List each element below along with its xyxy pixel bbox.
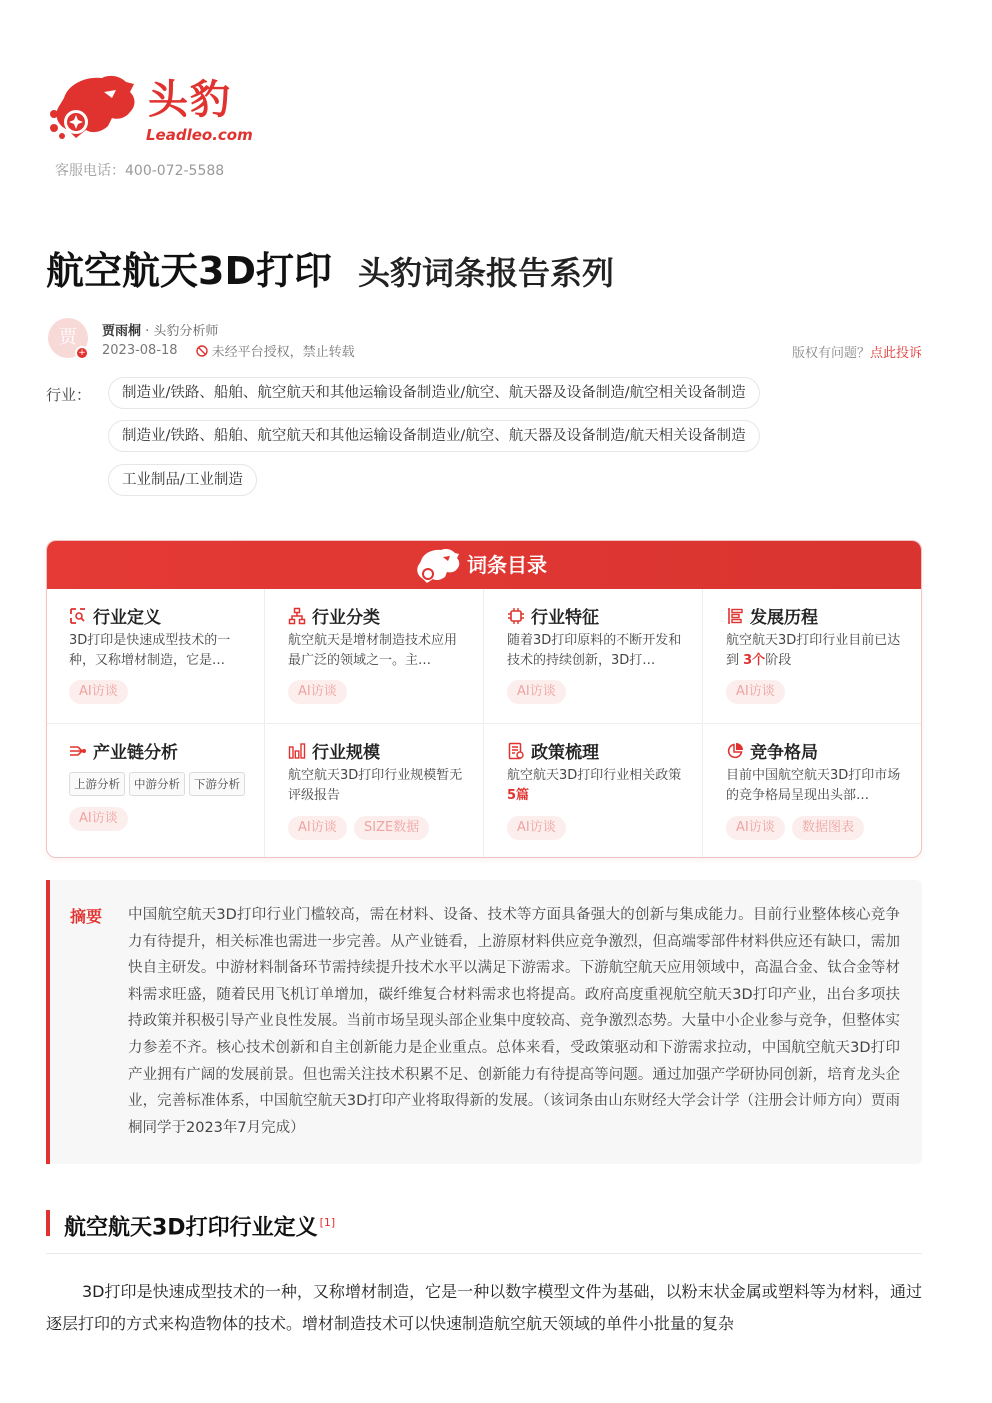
pie-chart-icon [726, 742, 744, 760]
hierarchy-icon [288, 607, 306, 625]
search-doc-icon [69, 607, 87, 625]
ai-interview-pill[interactable]: AI访谈 [726, 816, 785, 840]
policy-count: 5篇 [507, 788, 530, 803]
data-chart-pill[interactable]: 数据图表 [792, 816, 864, 840]
directory-cell-competition[interactable] [704, 724, 922, 858]
title-sub: 头豹词条报告系列 [357, 254, 614, 292]
directory-cell-history[interactable] [704, 589, 922, 724]
section-title-text: 航空航天3D打印行业定义 [64, 1215, 318, 1241]
cell-text-pre: 航空航天3D打印行业相关政策 [507, 768, 682, 783]
author-name[interactable]: 贾雨桐 [102, 324, 142, 339]
brand-logo [46, 70, 253, 150]
abstract-text: 中国航空航天3D打印行业门槛较高，需在材料、设备、技术等方面具备强大的创新与集成能力。目前行业整体核心竞争力有待提升，相关标准也需进一步完善。从产业链看，上游原材料供应竞争激烈，但高端零部件材料供应还有缺口，需加快自主研发。中游材料制备环节需持续提升技术水平以满足下游需求。下游航空航天应用领域中，高温合金、钛合金等材料需求旺盛，随着民用飞机订单增加，碳纤维复合材料需求也将提高。政府高度重视航空航天3D打印产业，出台多项扶持政策并积极引导产业良性发展。当前市场呈现头部企业集中度较高、竞争激烈态势。大量中小企业参与竞争，但整体实力参差不齐。核心技术创新和自主创新能力是企业重点。总体来看，受政策驱动和下游需求拉动，中国航空航天3D打印产业拥有广阔的发展前景。但也需关注技术积累不足、创新能力有待提高等问题。通过加强产学研协同创新，培育龙头企业，完善标准体系，中国航空航天3D打印产业将取得新的发展。（该词条由山东财经大学会计学（注册会计师方向）贾雨桐同学于2023年7月完成） [128, 907, 900, 1136]
cell-text: 目前中国航空航天3D打印市场的竞争格局呈现出头部… [726, 768, 901, 803]
leopard-logo-icon [46, 70, 142, 150]
author-avatar: 贾 [48, 318, 88, 358]
ai-interview-pill[interactable]: AI访谈 [69, 680, 128, 704]
directory-cell-classification[interactable] [266, 589, 484, 724]
policy-doc-icon [507, 742, 525, 760]
cell-title: 行业规模 [312, 743, 380, 763]
downstream-chip[interactable]: 下游分析 [189, 772, 245, 796]
ai-interview-pill[interactable]: AI访谈 [288, 680, 347, 704]
cell-title: 政策梳理 [531, 743, 599, 763]
cell-text-pre: 航空航天3D打印行业目前已达到 [726, 633, 901, 668]
directory-cell-policy[interactable] [485, 724, 703, 858]
ai-interview-pill[interactable]: AI访谈 [288, 816, 347, 840]
bar-chart-icon [288, 742, 306, 760]
brand-name-cn: 头豹 [148, 77, 232, 123]
stage-count: 3个 [743, 653, 766, 668]
meta-line [102, 341, 355, 360]
ai-interview-pill[interactable]: AI访谈 [69, 807, 128, 831]
cell-text: 3D打印是快速成型技术的一种，又称增材制造，它是… [69, 633, 231, 668]
publish-date: 2023-08-18 [102, 343, 178, 358]
copyright-label: 版权有问题？ [791, 346, 870, 361]
industry-tag[interactable]: 制造业/铁路、船舶、航空航天和其他运输设备制造业/航空、航天器及设备制造/航天相关设备制造 [108, 420, 760, 452]
cell-title-wrap [288, 603, 380, 628]
industry-tag[interactable]: 制造业/铁路、船舶、航空航天和其他运输设备制造业/航空、航天器及设备制造/航空相关设备制造 [108, 377, 760, 409]
midstream-chip[interactable]: 中游分析 [129, 772, 185, 796]
author-line [102, 320, 218, 339]
abstract-label: 摘要 [70, 907, 103, 926]
section-accent-bar [46, 1210, 50, 1236]
chip-icon [507, 607, 525, 625]
cell-title-wrap [726, 603, 818, 628]
industry-tag[interactable]: 工业制品/工业制造 [108, 464, 257, 496]
cell-text [726, 631, 906, 671]
copyright-question [792, 342, 922, 361]
cell-title-wrap [69, 603, 161, 628]
directory-cell-chain[interactable] [47, 724, 265, 858]
section-divider [46, 1253, 922, 1254]
upstream-chip[interactable]: 上游分析 [69, 772, 125, 796]
cell-title-wrap [288, 738, 380, 763]
cell-text: 航空航天3D打印行业规模暂无评级报告 [288, 768, 463, 803]
chain-icon [69, 742, 87, 760]
complaint-link[interactable]: 点此投诉 [869, 346, 922, 361]
directory-header [47, 541, 921, 589]
cell-text: 航空航天是增材制造技术应用最广泛的领域之一。主… [288, 633, 458, 668]
cell-text-post: 阶段 [765, 653, 792, 668]
abstract-box [46, 880, 922, 1164]
cell-title: 行业定义 [93, 608, 161, 628]
directory-title: 词条目录 [467, 553, 547, 577]
directory-cell-scale[interactable] [266, 724, 484, 858]
section-reference[interactable]: [1] [319, 1216, 336, 1229]
cell-title-wrap [507, 738, 599, 763]
cell-title: 发展历程 [750, 608, 818, 628]
cell-title-wrap [69, 738, 178, 763]
cell-text: 随着3D打印原料的不断开发和技术的持续创新，3D打… [507, 633, 682, 668]
cell-title-wrap [726, 738, 818, 763]
cell-title: 行业特征 [531, 608, 599, 628]
ban-icon [196, 345, 208, 357]
section-body: 3D打印是快速成型技术的一种，又称增材制造，它是一种以数字模型文件为基础，以粉末状金属或塑料等为材料，通过逐层打印的方式来构造物体的技术。增材制造技术可以快速制造航空航天领域的单件小批量的复杂 [46, 1282, 922, 1333]
cell-title: 竞争格局 [750, 743, 818, 763]
title-main: 航空航天3D打印 [46, 249, 332, 293]
leopard-logo-icon [411, 545, 463, 587]
section-title [64, 1207, 335, 1244]
cell-title: 产业链分析 [93, 743, 178, 763]
directory-cell-features[interactable] [485, 589, 703, 724]
ai-interview-pill[interactable]: AI访谈 [726, 680, 785, 704]
cell-title: 行业分类 [312, 608, 380, 628]
author-role: · 头豹分析师 [145, 324, 219, 339]
copy-notice: 未经平台授权，禁止转载 [211, 345, 355, 360]
avatar-badge-icon: + [75, 346, 89, 360]
cell-title-wrap [507, 603, 599, 628]
directory-cell-definition[interactable] [47, 589, 265, 724]
brand-name-en: Leadleo.com [146, 126, 253, 144]
directory-card [46, 540, 922, 858]
industry-label: 行业： [46, 386, 92, 404]
size-data-pill[interactable]: SIZE数据 [354, 816, 429, 840]
report-title [46, 240, 614, 295]
ai-interview-pill[interactable]: AI访谈 [507, 680, 566, 704]
ai-interview-pill[interactable]: AI访谈 [507, 816, 566, 840]
service-hotline: 客服电话：400-072-5588 [55, 163, 225, 179]
timeline-icon [726, 607, 744, 625]
cell-text [507, 766, 687, 806]
